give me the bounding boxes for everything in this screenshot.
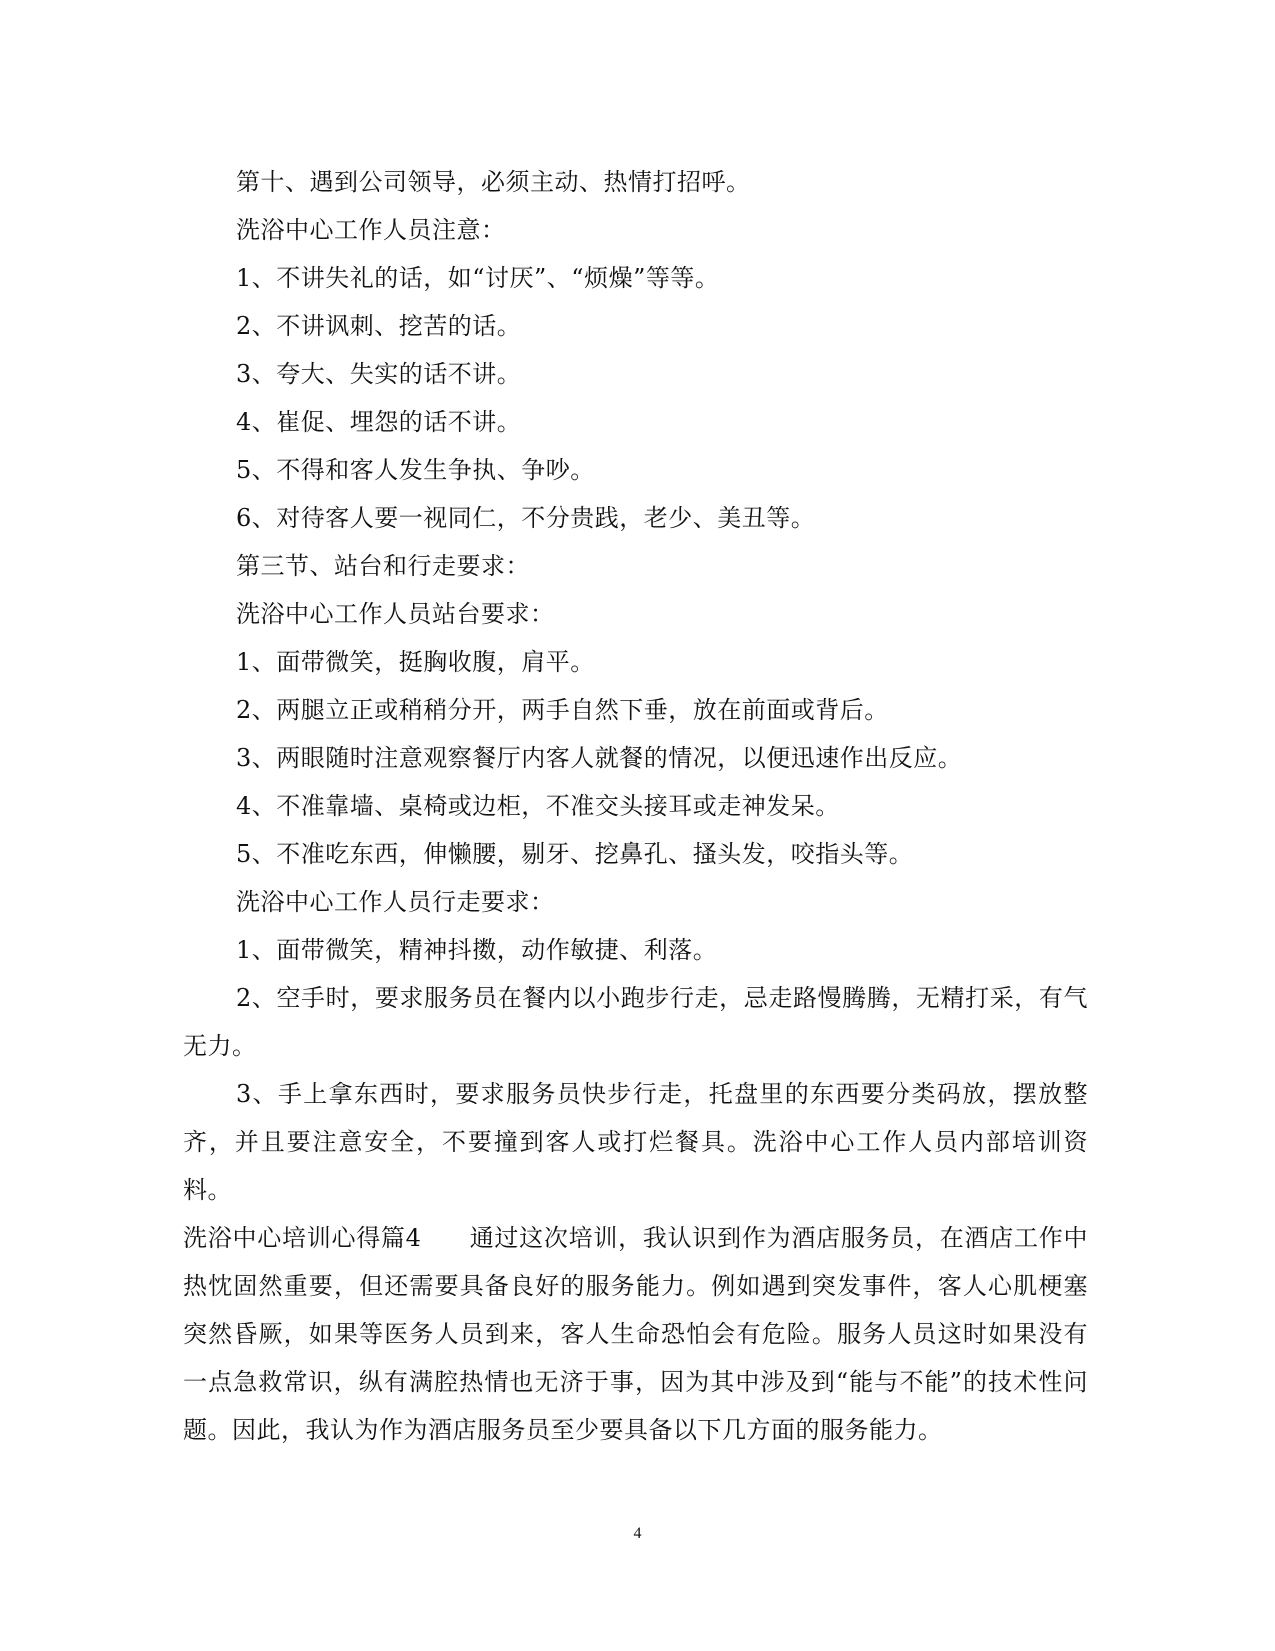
note-item-6: 6、对待客人要一视同仁，不分贵践，老少、美丑等。	[236, 504, 816, 532]
section-3-heading: 第三节、站台和行走要求：	[236, 552, 530, 580]
heading-walking-requirements: 洗浴中心工作人员行走要求：	[236, 888, 555, 916]
note-item-5: 5、不得和客人发生争执、争吵。	[236, 456, 595, 484]
walking-item-1: 1、面带微笑，精神抖擞，动作敏捷、利落。	[236, 936, 718, 964]
heading-staff-notes: 洗浴中心工作人员注意：	[236, 216, 506, 244]
standing-item-5: 5、不准吃东西，伸懒腰，剔牙、挖鼻孔、搔头发，咬指头等。	[236, 840, 914, 868]
rule-leaders-greeting: 第十、遇到公司领导，必须主动、热情打招呼。	[236, 168, 751, 196]
note-item-2: 2、不讲讽刺、挖苦的话。	[236, 312, 522, 340]
standing-item-1: 1、面带微笑，挺胸收腹，肩平。	[236, 648, 595, 676]
walking-item-3: 3、手上拿东西时，要求服务员快步行走，托盘里的东西要分类码放，摆放整齐，并且要注意安全，不要撞到客人或打烂餐具。洗浴中心工作人员内部培训资料。	[183, 1080, 1088, 1204]
note-item-4: 4、崔促、埋怨的话不讲。	[236, 408, 522, 436]
walking-item-2: 2、空手时，要求服务员在餐内以小跑步行走，忌走路慢腾腾，无精打采，有气无力。	[183, 984, 1088, 1060]
section-4-paragraph	[183, 1214, 1088, 1454]
standing-item-2: 2、两腿立正或稍稍分开，两手自然下垂，放在前面或背后。	[236, 696, 889, 724]
note-item-3: 3、夸大、失实的话不讲。	[236, 360, 522, 388]
document-body	[183, 158, 1088, 1454]
heading-standing-requirements: 洗浴中心工作人员站台要求：	[236, 600, 555, 628]
page-number: 4	[633, 1525, 642, 1542]
standing-item-4: 4、不准靠墙、桌椅或边柜，不准交头接耳或走神发呆。	[236, 792, 840, 820]
standing-item-3: 3、两眼随时注意观察餐厅内客人就餐的情况，以便迅速作出反应。	[236, 744, 963, 772]
section-4-body: 通过这次培训，我认识到作为酒店服务员，在酒店工作中热忱固然重要，但还需要具备良好的服务能力。例如遇到突发事件，客人心肌梗塞突然昏厥，如果等医务人员到来，客人生命恐怕会有危险。服务人员这时如果没有一点急救常识，纵有满腔热情也无济于事，因为其中涉及到“能与不能”的技术性问题。因此，我认为作为酒店服务员至少要具备以下几方面的服务能力。	[183, 1224, 1088, 1444]
note-item-1: 1、不讲失礼的话，如“讨厌”、“烦燥”等等。	[236, 264, 720, 292]
section-4-title: 洗浴中心培训心得篇4	[183, 1224, 422, 1252]
